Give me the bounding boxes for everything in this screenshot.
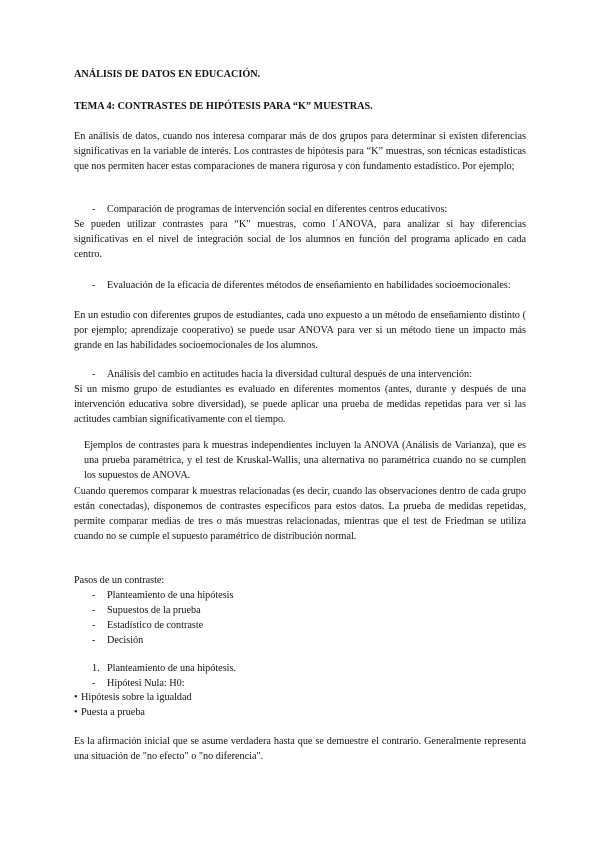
- step-item-2: Supuestos de la prueba: [107, 605, 201, 616]
- related-samples-paragraph: Cuando queremos comparar k muestras relacionadas (es decir, cuando las observaciones dentro de cada grupo están conectadas), disponemos de contrastes específicos para estos datos. La prueba de medidas repetidas, permite comparar medias de tres o más muestras relacionadas, mientras que el test de Friedman se utiliza cuando no se cumple el supuesto paramétrico de distribución normal.: [74, 486, 526, 542]
- example-3-bullet: -: [92, 369, 96, 380]
- step-bullet: -: [92, 620, 96, 631]
- independent-samples-paragraph: Ejemplos de contrastes para k muestras independientes incluyen la ANOVA (Análisis de Varianza), que es una prueba paramétrica, y el test de Kruskal-Wallis, una alternativa no paramétrica cuando no se cumplen los supuestos de ANOVA.: [84, 440, 526, 481]
- example-2-bullet: -: [92, 280, 96, 291]
- example-1-bullet: -: [92, 204, 96, 215]
- document-title: ANÁLISIS DE DATOS EN EDUCACIÓN.: [74, 69, 261, 80]
- step-bullet: -: [92, 590, 96, 601]
- bullet-dot: •: [74, 707, 78, 718]
- step-bullet: -: [92, 635, 96, 646]
- example-2-heading: Evaluación de la eficacia de diferentes métodos de enseñamiento en habilidades socioemocionales:: [107, 280, 511, 291]
- null-hypothesis-bullet: -: [92, 678, 96, 689]
- example-2-text: En un estudio con diferentes grupos de estudiantes, cada uno expuesto a un método de enseñamiento distinto ( por ejemplo; aprendizaje cooperativo) se puede usar ANOVA para ver si un método tiene un impacto más grande en las habilidades socioemocionales de los alumnos.: [74, 310, 526, 351]
- step-1-title: Planteamiento de una hipótesis.: [107, 663, 237, 674]
- document-subtitle: TEMA 4: CONTRASTES DE HIPÓTESIS PARA “K” MUESTRAS.: [74, 101, 373, 112]
- bullet-item-1: Hipótesis sobre la igualdad: [81, 692, 192, 703]
- intro-paragraph: En análisis de datos, cuando nos interesa comparar más de dos grupos para determinar si existen diferencias significativas en la variable de interés. Los contrastes de hipótesis para “K” muestras, son técnicas estadísticas que nos permiten hacer estas comparaciones de manera rigurosa y con fundamento estadístico. Por ejemplo;: [74, 131, 526, 172]
- null-hypothesis-label: Hipótesi Nula: H0:: [107, 678, 185, 689]
- step-item-4: Decisión: [107, 635, 144, 646]
- step-item-3: Estadístico de contraste: [107, 620, 204, 631]
- step-bullet: -: [92, 605, 96, 616]
- bullet-dot: •: [74, 692, 78, 703]
- example-3-text: Si un mismo grupo de estudiantes es evaluado en diferentes momentos (antes, durante y después de una intervención educativa sobre diversidad), se puede aplicar una prueba de medidas repetidas para ver si las actitudes cambian significativamente con el tiempo.: [74, 384, 526, 425]
- final-paragraph: Es la afirmación inicial que se asume verdadera hasta que se demuestre el contrario. Generalmente representa una situación de "no efecto" o "no diferencia".: [74, 736, 526, 762]
- step-item-1: Planteamiento de una hipótesis: [107, 590, 234, 601]
- step-1-number: 1.: [92, 663, 100, 674]
- example-1-text: Se pueden utilizar contrastes para “K” muestras, como l´ANOVA, para analizar si hay diferencias significativas en el nivel de integración social de los alumnos en función del programa aplicado en cada centro.: [74, 219, 526, 260]
- example-3-heading: Análisis del cambio en actitudes hacia la diversidad cultural después de una intervención:: [107, 369, 472, 380]
- steps-heading: Pasos de un contraste:: [74, 575, 165, 586]
- example-1-heading: Comparación de programas de intervención social en diferentes centros educativos:: [107, 204, 448, 215]
- bullet-item-2: Puesta a prueba: [81, 707, 145, 718]
